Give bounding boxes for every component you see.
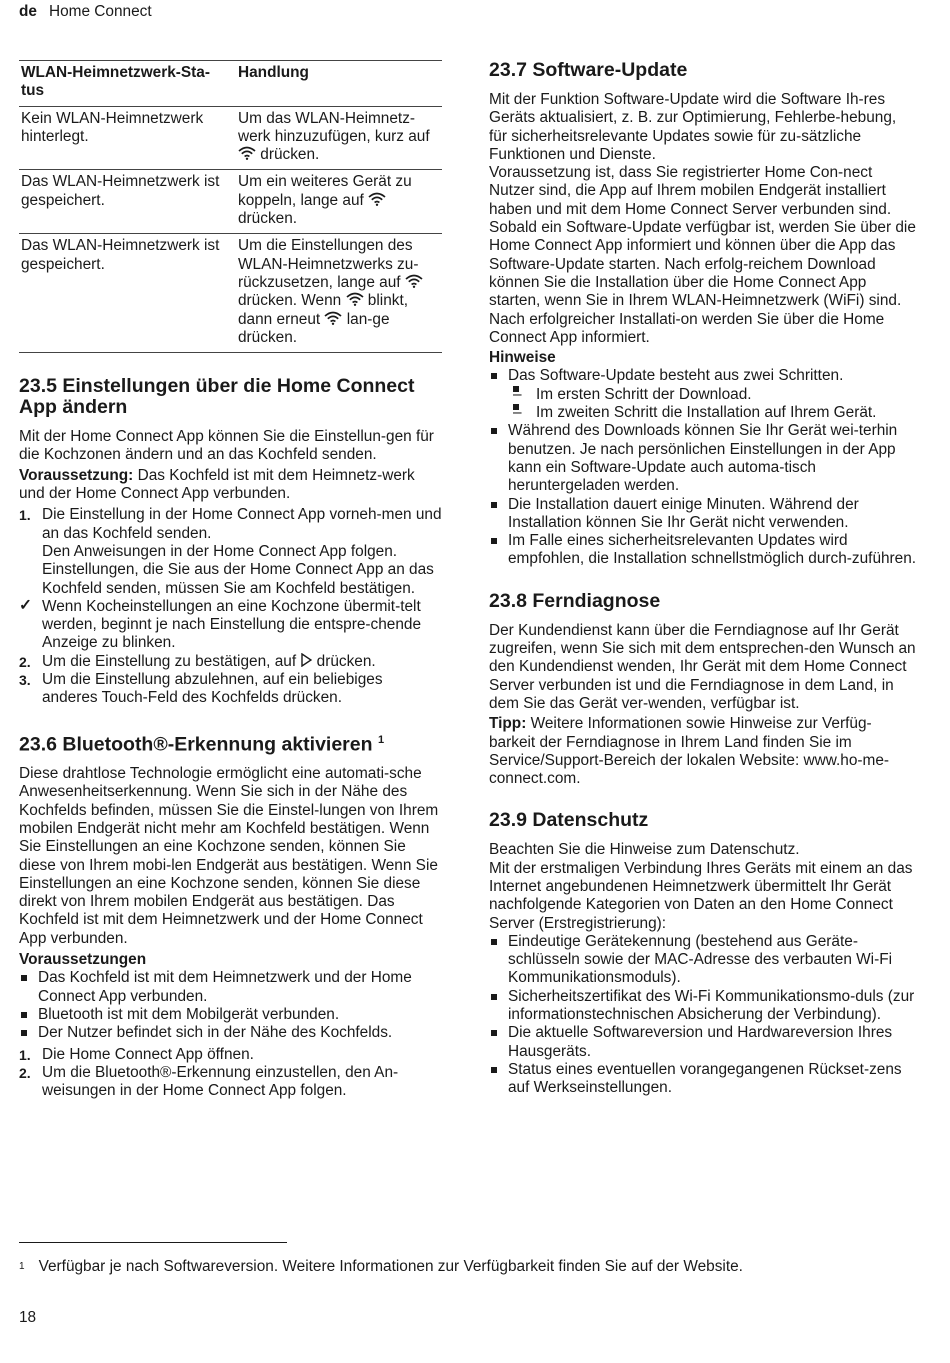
list-item: 3. Um die Einstellung abzulehnen, auf ein beliebiges anderes Touch-Feld des Kochfelds drücken. — [19, 671, 383, 707]
list-item: 2. Um die Bluetooth®-Erkennung einzustellen, den An-weisungen in der Home Connect App folgen. — [19, 1063, 399, 1100]
body-text: Diese drahtlose Technologie ermöglicht eine automati-sche Anwesenheitserkennung. Wenn Sie sich in der Nähe des Kochfelds befinden, müssen Sie die Einstel-lungen von Ihrem mobilen Endgerät nicht mehr am Kochfeld bestätigen. Wenn Sie Einstellungen an eine Kochzone senden, können Sie diese von Ihrem mobi-len Endgerät aus bestätigen. Wenn Sie Einstellungen an eine Kochzone senden, können Sie diese direkt von Ihrem mobilen Endgerät aus bestätigen. Das Kochfeld ist mit dem Heimnetzwerk und der Home Connect App verbunden. — [19, 765, 439, 947]
list-item: Das Software-Update besteht aus zwei Schritten. – Im ersten Schritt der Download. – Im zweiten Schritt die Installation auf Ihrem Gerät. — [489, 367, 917, 422]
list-item: ✓ Wenn Kocheinstellungen an eine Kochzone übermit-telt werden, beginnt je nach Einstellung die entspre-chende Anzeige zu blinken. — [19, 596, 422, 652]
wifi-icon — [405, 274, 423, 288]
intro-text: Mit der Home Connect App können Sie die Einstellun-gen für die Kochzonen ändern und an das Kochfeld senden. — [19, 428, 434, 464]
right-column — [489, 60, 917, 1098]
section-23-9 — [489, 810, 917, 1097]
body-text: Mit der Funktion Software-Update wird die Software Ih-res Geräts aktualisiert, z. B. zur Optimierung, Fehlerbe-hebung, für sicherheitsrelevante Updates sowie für zu-sätzliche Funktionen und Dienste. — [489, 91, 897, 163]
list-item: Im Falle eines sicherheitsrelevanten Updates wird empfohlen, die Installation schnellstmöglich durch-zuführen. — [489, 532, 917, 569]
wifi-icon — [238, 146, 256, 160]
wifi-icon — [346, 292, 364, 306]
section-title: 23.7 Software-Update — [489, 59, 688, 81]
section-title: 23.5 Einstellungen über die Home Connect App ändern — [19, 375, 415, 419]
wifi-icon — [324, 311, 342, 325]
list-item: Status eines eventuellen vorangegangenen Rückset-zens auf Werkseinstellungen. — [489, 1061, 917, 1098]
table-header-row — [19, 61, 442, 107]
body-text: Beachten Sie die Hinweise zum Datenschutz. — [489, 841, 800, 859]
section-23-5 — [19, 376, 442, 707]
wifi-status-table — [19, 60, 442, 353]
table-cell-status: Das WLAN-Heimnetzwerk ist gespeichert. — [19, 234, 230, 353]
list-item: 1. Die Home Connect App öffnen. — [19, 1045, 254, 1063]
section-23-7 — [489, 60, 917, 569]
list-item: Sicherheitszertifikat des Wi-Fi Kommunikationsmo-duls (zur informationstechnischen Absicherung der Verbindung). — [489, 988, 917, 1025]
footnote-reference: 1 — [377, 733, 385, 746]
footnote-divider — [19, 1242, 287, 1243]
left-column — [19, 60, 442, 1100]
body-text: Voraussetzung ist, dass Sie registrierter Home Con-nect Nutzer sind, die App auf Ihrem mobilen Endgerät installiert haben und mit dem Home Connect Server verbunden sind. — [489, 164, 892, 218]
data-category-list — [489, 933, 917, 1098]
wifi-icon — [368, 192, 386, 206]
language-code: de — [19, 3, 37, 20]
step-list — [19, 1046, 442, 1101]
subheading: Voraussetzungen — [19, 951, 147, 969]
footnote-mark: 1 — [19, 1261, 25, 1272]
step-list — [19, 653, 442, 708]
list-item: Während des Downloads können Sie Ihr Gerät wei-terhin benutzen. Je nach persönlichen Einstellungen in der App kann ein Software-Update auch automa-tisch heruntergeladen werden. — [489, 422, 917, 495]
result-list — [19, 598, 442, 653]
list-item: Das Kochfeld ist mit dem Heimnetzwerk und der Home Connect App verbunden. — [19, 969, 442, 1006]
step-list — [19, 506, 442, 597]
prerequisite: Voraussetzung: Das Kochfeld ist mit dem Heimnetz-werk und der Home Connect App verbunden. — [19, 466, 415, 503]
footnote-text: Verfügbar je nach Softwareversion. Weitere Informationen zur Verfügbarkeit finden Sie auf der Website. — [38, 1258, 743, 1275]
list-item: Eindeutige Gerätekennung (bestehend aus Geräte-schlüsseln sowie der MAC-Adresse des verbauten Wi-Fi Kommunikationsmoduls). — [489, 933, 917, 988]
list-item: Die Installation dauert einige Minuten. Während der Installation können Sie Ihr Gerät nicht verwenden. — [489, 496, 917, 533]
play-triangle-icon — [300, 653, 312, 667]
list-item: 2. Um die Einstellung zu bestätigen, auf drücken. — [19, 652, 376, 670]
table-cell-status: Das WLAN-Heimnetzwerk ist gespeichert. — [19, 170, 230, 234]
subheading: Hinweise — [489, 349, 556, 367]
body-text: Der Kundendienst kann über die Ferndiagnose auf Ihr Gerät zugreifen, wenn Sie sich mit dem entsprechen-den Wunsch an den Kundendienst wenden, Ihr Gerät mit dem Home Connect Server verbunden ist und die Ferndiagnose in dem Land, in dem Sie das Gerät ver-wenden, verfügbar ist. — [489, 621, 916, 712]
section-title: 23.8 Ferndiagnose — [489, 589, 661, 612]
tip-text: Tipp: Weitere Informationen sowie Hinweise zur Verfüg-barkeit der Ferndiagnose in Ihrem Land finden Sie im Service/Support-Bereich der lokalen Website: www.ho-me-connect.com. — [489, 715, 890, 788]
prerequisite-list — [19, 969, 442, 1042]
table-header-action: Handlung — [230, 61, 442, 107]
list-item: Die aktuelle Softwareversion und Hardwareversion Ihres Hausgeräts. — [489, 1024, 917, 1061]
list-item: – Im ersten Schritt der Download. — [489, 386, 917, 404]
table-cell-action: Um die Einstellungen des WLAN-Heimnetzwerks zu-rückzusetzen, lange auf drücken. Wenn blinkt, dann erneut lan-ge drücken. — [230, 234, 442, 353]
table-row — [19, 234, 442, 353]
sub-list — [489, 386, 917, 423]
table-row — [19, 170, 442, 234]
section-23-8 — [489, 591, 917, 789]
section-title: 23.6 Bluetooth®-Erkennung aktivieren $^1$ — [19, 733, 385, 756]
list-item: – Im zweiten Schritt die Installation auf Ihrem Gerät. — [489, 404, 917, 422]
page-number: 18 — [19, 1309, 37, 1326]
list-item: 1. Die Einstellung in der Home Connect App vorneh-men und an das Kochfeld senden. Den Anweisungen in der Home Connect App folgen. Einstellungen, die Sie aus der Home Connect App an das Kochfeld senden, müssen Sie am Kochfeld bestätigen. — [19, 506, 442, 597]
table-header-status: WLAN-Heimnetzwerk-Sta-tus — [19, 61, 230, 107]
body-text: Sobald ein Software-Update verfügbar ist, werden Sie über die Home Connect App informiert und können über die App das Software-Update starten. Nach erfolg-reichem Download können Sie die Installation über die Home Connect App starten, wenn Sie in Ihrem WLAN-Heimnetzwerk (WiFi) sind. Nach erfolgreicher Installati-on werden Sie über die Home Connect App informiert. — [489, 219, 916, 346]
table-cell-action: Um ein weiteres Gerät zu koppeln, lange auf drücken. — [230, 170, 442, 234]
table-cell-status: Kein WLAN-Heimnetzwerk hinterlegt. — [19, 106, 230, 170]
list-item: Der Nutzer befindet sich in der Nähe des Kochfelds. — [19, 1024, 442, 1042]
table-cell-action: Um das WLAN-Heimnetz-werk hinzuzufügen, kurz auf drücken. — [230, 106, 442, 170]
header-title: Home Connect — [48, 3, 152, 20]
running-header — [19, 3, 152, 21]
list-item: Bluetooth ist mit dem Mobilgerät verbunden. — [19, 1006, 442, 1024]
notes-list — [489, 367, 917, 568]
body-text: Mit der erstmaligen Verbindung Ihres Geräts mit einem an das Internet angebundenen Heimnetzwerk übermittelt Ihr Gerät nachfolgende Kategorien von Daten an den Home Connect Server (Erstregistrierung): — [489, 859, 913, 932]
section-23-6 — [19, 730, 442, 1101]
table-row — [19, 106, 442, 170]
footnote — [19, 1258, 919, 1276]
section-title: 23.9 Datenschutz — [489, 809, 649, 832]
check-icon: ✓ — [19, 596, 32, 614]
